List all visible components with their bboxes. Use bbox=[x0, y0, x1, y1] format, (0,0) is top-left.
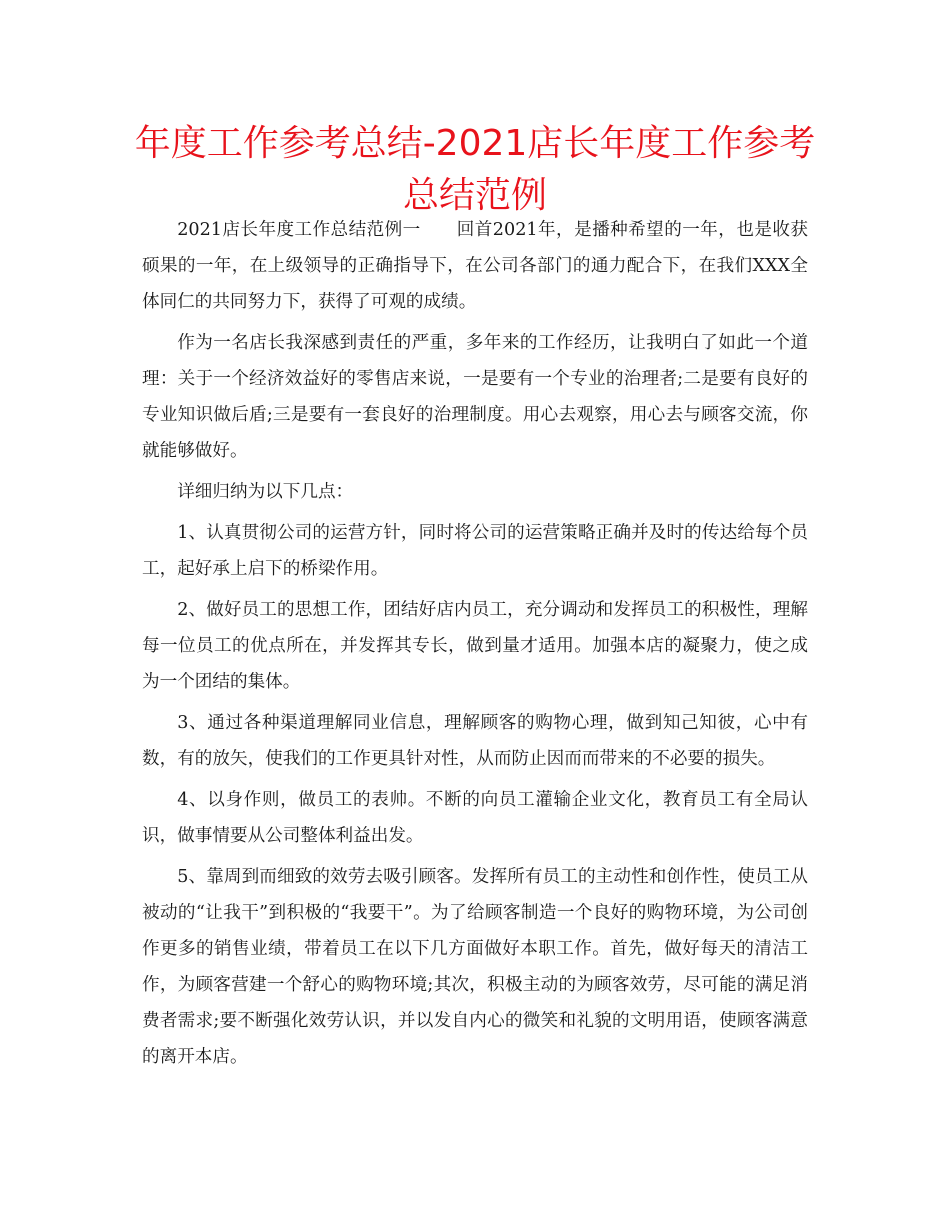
paragraph: 详细归纳为以下几点： bbox=[177, 482, 354, 502]
paragraph: 4、以身作则，做员工的表帅。不断的向员工灌输企业文化，教育员工有全局认识，做事情要从公司整体利益出发。 bbox=[142, 790, 808, 846]
document-title: 年度工作参考总结-2021店长年度工作参考总结范例 bbox=[134, 123, 816, 216]
document-body bbox=[142, 212, 808, 1080]
paragraph: 2、做好员工的思想工作，团结好店内员工，充分调动和发挥员工的积极性，理解每一位员工的优点所在，并发挥其专长，做到量才适用。加强本店的凝聚力，使之成为一个团结的集体。 bbox=[142, 600, 808, 692]
paragraph: 1、认真贯彻公司的运营方针，同时将公司的运营策略正确并及时的传达给每个员工，起好承上启下的桥梁作用。 bbox=[142, 523, 808, 579]
paragraph: 5、靠周到而细致的效劳去吸引顾客。发挥所有员工的主动性和创作性，使员工从被动的“让我干”到积极的“我要干”。为了给顾客制造一个良好的购物环境，为公司创作更多的销售业绩，带着员工在以下几方面做好本职工作。首先，做好每天的清洁工作，为顾客营建一个舒心的购物环境;其次，积极主动的为顾客效劳，尽可能的满足消费者需求;要不断强化效劳认识，并以发自内心的微笑和礼貌的文明用语，使顾客满意的离开本店。 bbox=[142, 867, 808, 1067]
paragraph: 2021店长年度工作总结范例一 回首2021年，是播种希望的一年，也是收获硕果的一年，在上级领导的正确指导下，在公司各部门的通力配合下，在我们XXX全体同仁的共同努力下，获得了可观的成绩。 bbox=[142, 220, 808, 312]
paragraph: 作为一名店长我深感到责任的严重，多年来的工作经历，让我明白了如此一个道理：关于一个经济效益好的零售店来说，一是要有一个专业的治理者;二是要有良好的专业知识做后盾;三是要有一套良好的治理制度。用心去观察，用心去与顾客交流，你就能够做好。 bbox=[142, 333, 808, 461]
paragraph: 3、通过各种渠道理解同业信息，理解顾客的购物心理，做到知己知彼，心中有数，有的放矢，使我们的工作更具针对性，从而防止因而而带来的不必要的损失。 bbox=[142, 713, 808, 769]
